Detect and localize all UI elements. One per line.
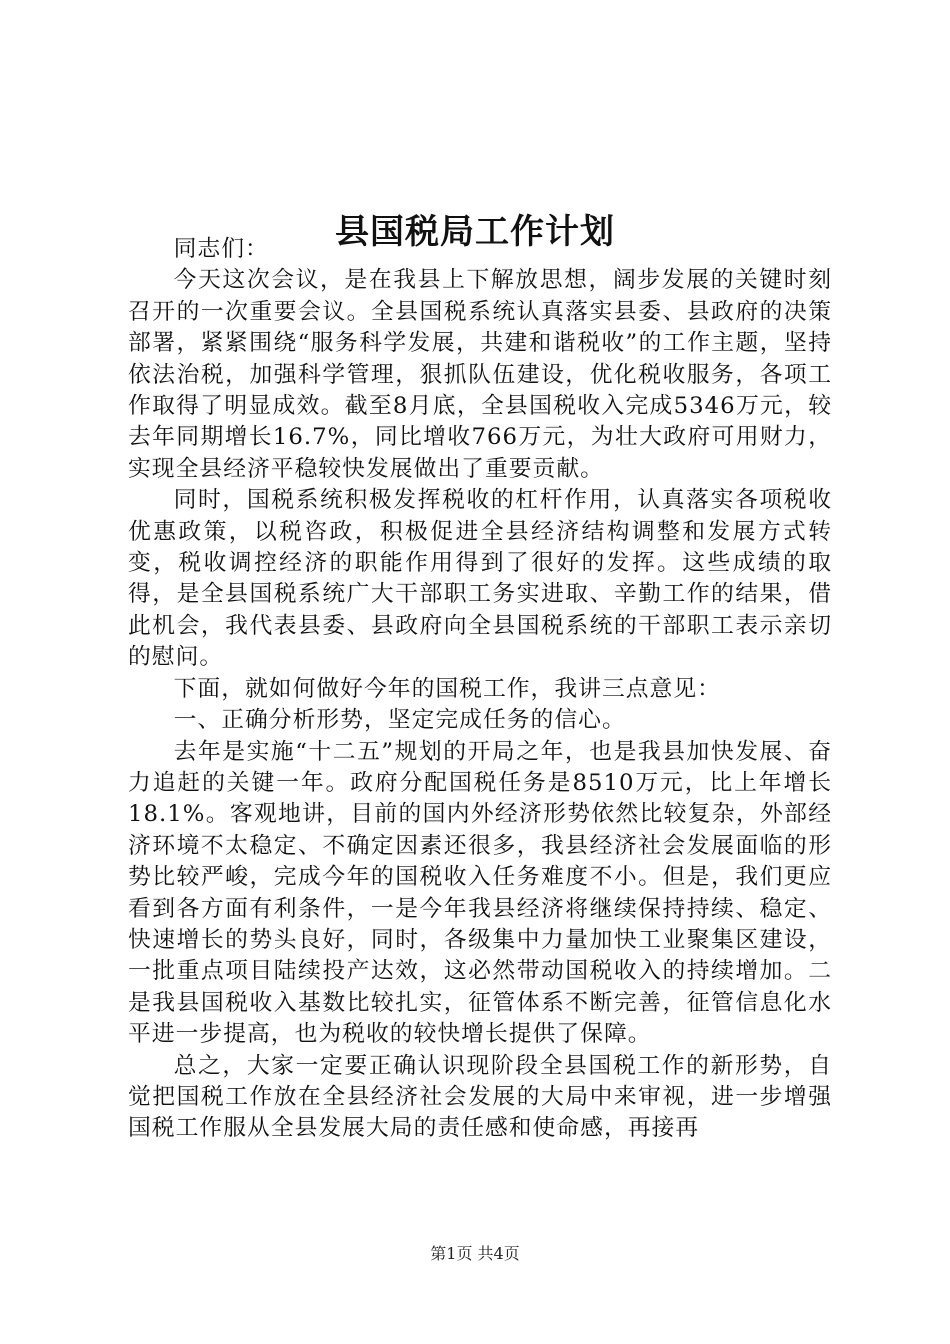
document-body — [128, 234, 832, 1145]
section-heading-1: 一、正确分析形势，坚定完成任务的信心。 — [173, 707, 626, 734]
paragraph-1: 今天这次会议，是在我县上下解放思想，阔步发展的关键时刻召开的一次重要会议。全县国税系统认真落实县委、县政府的决策部署，紧紧围绕“服务科学发展，共建和谐税收”的工作主题，坚持依法治税，加强科学管理，狠抓队伍建设，优化税收服务，各项工作取得了明显成效。截至8月底，全县国税收入完成5346万元，较去年同期增长16.7%，同比增收766万元，为壮大政府可用财力，实现全县经济平稳较快发展做出了重要贡献。 — [128, 267, 832, 482]
page-footer: 第1页 共4页 — [430, 1244, 520, 1263]
paragraph-4: 去年是实施“十二五”规划的开局之年，也是我县加快发展、奋力追赶的关键一年。政府分配国税任务是8510万元，比上年增长18.1%。客观地讲，目前的国内外经济形势依然比较复杂，外部经济环境不太稳定、不确定因素还很多，我县经济社会发展面临的形势比较严峻，完成今年的国税收入任务难度不小。但是，我们更应看到各方面有利条件，一是今年我县经济将继续保持持续、稳定、快速增长的势头良好，同时，各级集中力量加快工业聚集区建设，一批重点项目陆续投产达效，这必然带动国税收入的持续增加。二是我县国税收入基数比较扎实，征管体系不断完善，征管信息化水平进一步提高，也为税收的较快增长提供了保障。 — [128, 738, 832, 1048]
paragraph-5: 总之，大家一定要正确认识现阶段全县国税工作的新形势，自觉把国税工作放在全县经济社会发展的大局中来审视，进一步增强国税工作服从全县发展大局的责任感和使命感，再接再 — [128, 1052, 832, 1142]
paragraph-3: 下面，就如何做好今年的国税工作，我讲三点意见： — [173, 675, 721, 702]
salutation: 同志们： — [173, 236, 269, 262]
paragraph-2: 同时，国税系统积极发挥税收的杠杆作用，认真落实各项税收优惠政策，以税咨政，积极促进全县经济结构调整和发展方式转变，税收调控经济的职能作用得到了很好的发挥。这些成绩的取得，是全县国税系统广大干部职工务实进取、辛勤工作的结果，借此机会，我代表县委、县政府向全县国税系统的干部职工表示亲切的慰问。 — [128, 487, 832, 671]
document-title: 县国税局工作计划 — [335, 211, 615, 252]
